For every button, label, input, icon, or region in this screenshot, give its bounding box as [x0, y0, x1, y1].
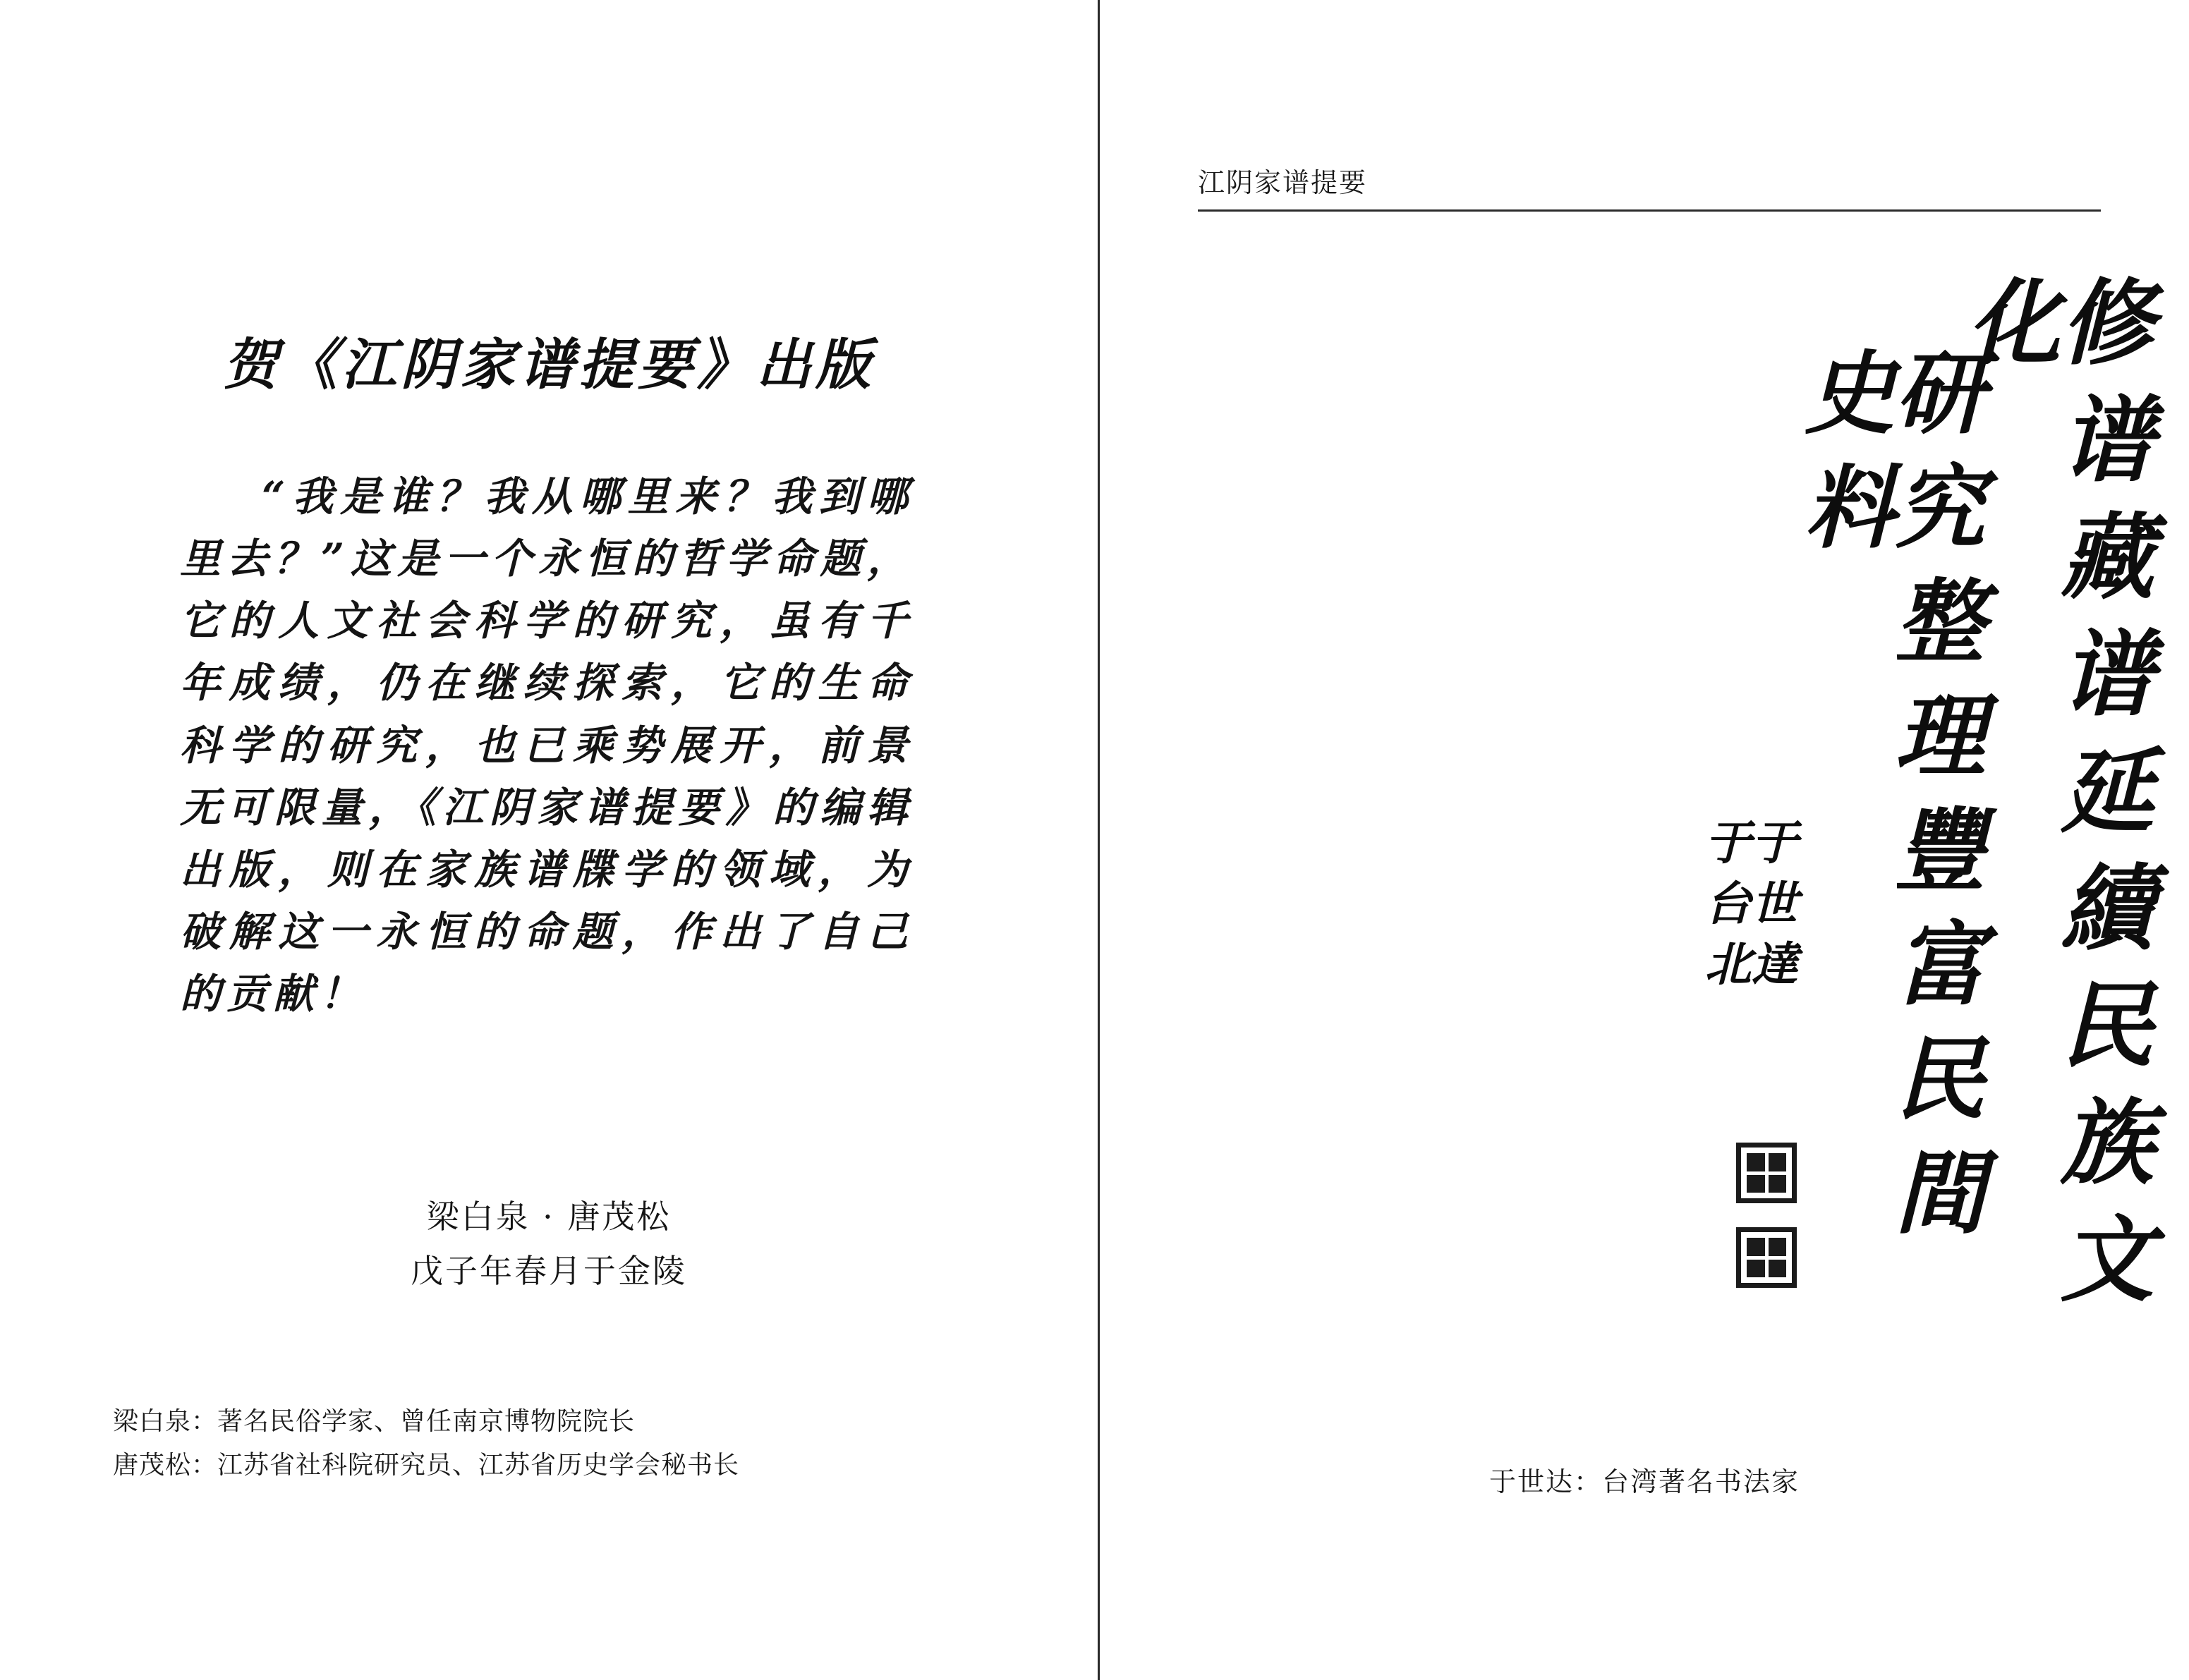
- calligraphy-column-right: 修谱藏谱延續民族文化: [1951, 274, 2154, 1327]
- page-title: 贺《江阴家谱提要》出版: [222, 333, 875, 397]
- footnote-item: 梁白泉：著名民俗学家、曾任南京博物院院长: [113, 1407, 636, 1436]
- calligraphy-signature: 于世達 于台北: [1697, 818, 1798, 1000]
- body-text: “我是谁？我从哪里来？我到哪里去？”这是一个永恒的哲学命题，它的人文社会科学的研究，虽有千年成绩，仍在继续探索，它的生命科学的研究，也已乘势展开，前景无可限量，《江阴家谱提要》的编辑出版，则在家族谱牒学的领域，为破解这一永恒的命题，作出了自己的贡献！: [180, 473, 914, 1018]
- calligraphy-artwork: [1100, 268, 2189, 1411]
- footnote-item: 于世达：台湾著名书法家: [1488, 1466, 1800, 1497]
- signature-block: [0, 1192, 1098, 1297]
- right-page: [1100, 0, 2189, 1680]
- seal-stamp-icon: [1736, 1227, 1797, 1288]
- footnote-item: 唐茂松：江苏省社科院研究员、江苏省历史学会秘书长: [113, 1450, 740, 1480]
- running-head: 江阴家谱提要: [1198, 161, 2101, 212]
- calligraphy-column-left: 研究整理豐富民間史料: [1789, 346, 1985, 1260]
- signature-names: 梁白泉 · 唐茂松: [426, 1198, 672, 1236]
- seal-stamp-icon: [1736, 1143, 1797, 1203]
- footnotes: [113, 1400, 1016, 1487]
- signature-date: 戊子年春月于金陵: [411, 1252, 687, 1291]
